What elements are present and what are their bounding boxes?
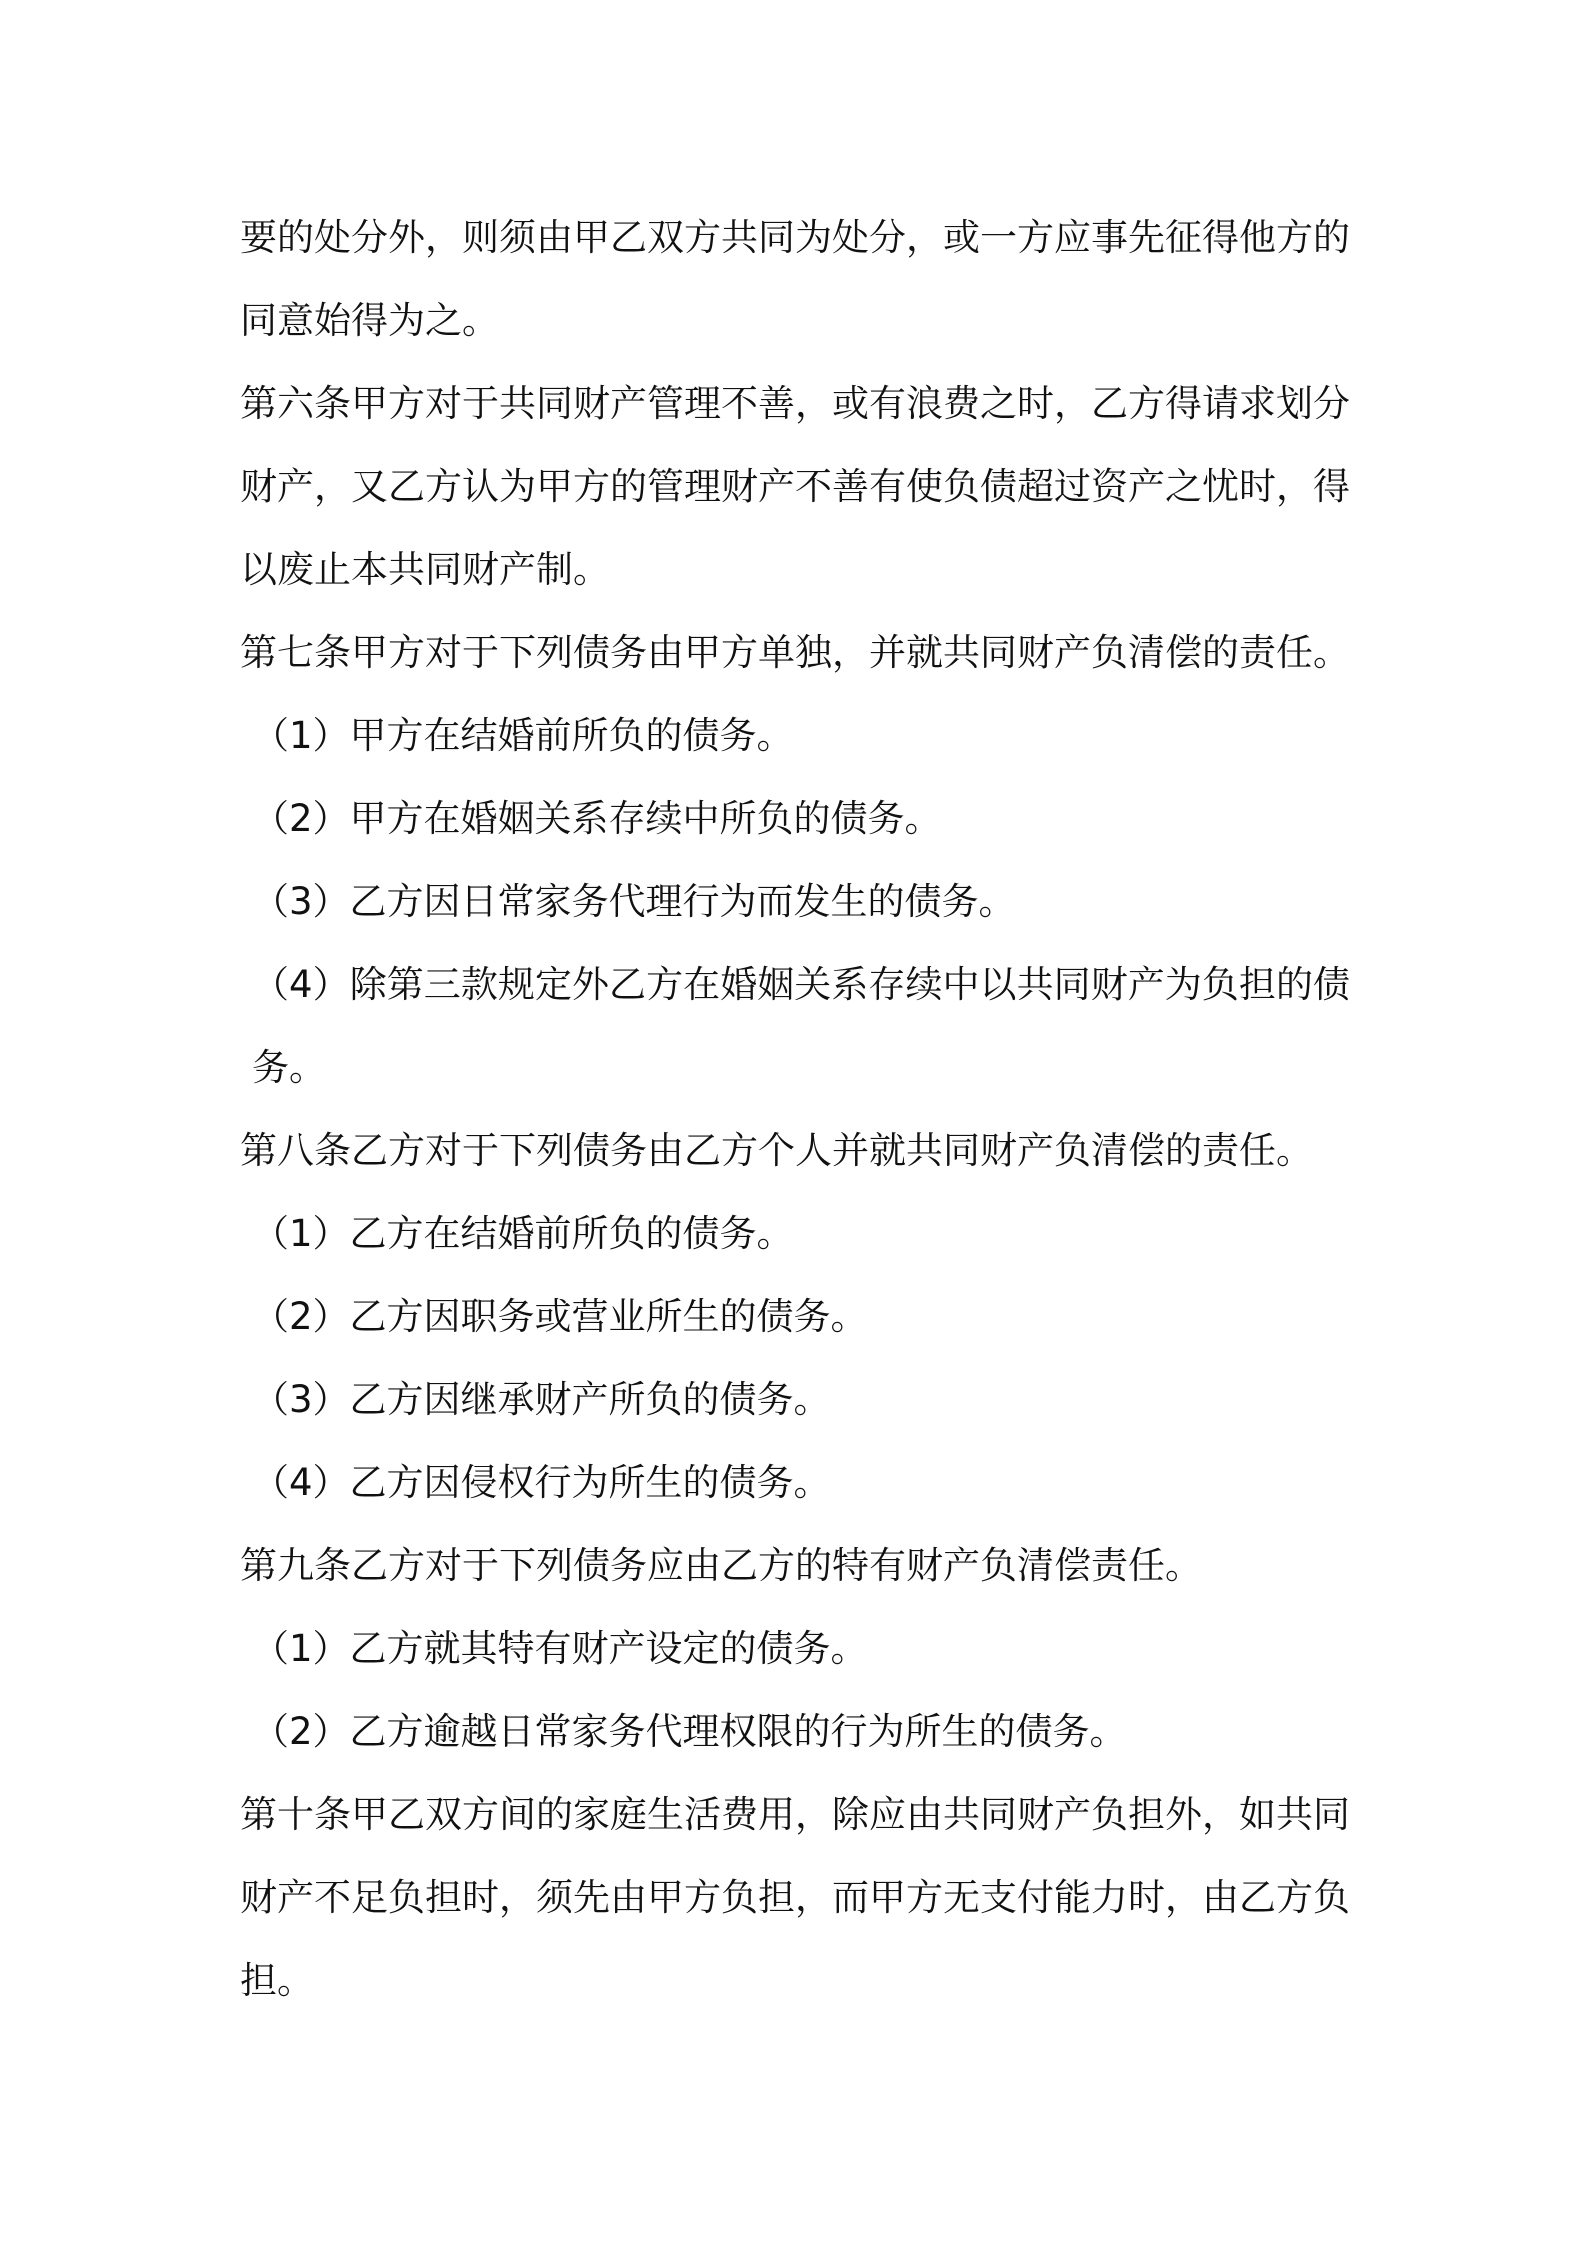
article-9-item-2: （2）乙方逾越日常家务代理权限的行为所生的债务。 (252, 1710, 1127, 1753)
article-8-item-4: （4）乙方因侵权行为所生的债务。 (252, 1461, 831, 1504)
article-7-item-4: （4）除第三款规定外乙方在婚姻关系存续中以共同财产为负担的债务。 (252, 963, 1350, 1089)
article-7-item-2: （2）甲方在婚姻关系存续中所负的债务。 (252, 797, 942, 840)
article-7-item-1: （1）甲方在结婚前所负的债务。 (252, 714, 794, 757)
article-8-item-1: （1）乙方在结婚前所负的债务。 (252, 1212, 794, 1255)
article-10: 第十条甲乙双方间的家庭生活费用，除应由共同财产负担外，如共同财产不足负担时，须先由甲方负担，而甲方无支付能力时，由乙方负担。 (240, 1793, 1350, 2002)
article-7: 第七条甲方对于下列债务由甲方单独，并就共同财产负清偿的责任。 (240, 631, 1350, 674)
paragraph-continuation: 要的处分外，则须由甲乙双方共同为处分，或一方应事先征得他方的同意始得为之。 (240, 216, 1350, 342)
article-7-item-3: （3）乙方因日常家务代理行为而发生的债务。 (252, 880, 1016, 923)
article-9: 第九条乙方对于下列债务应由乙方的特有财产负清偿责任。 (240, 1544, 1202, 1587)
article-8-item-2: （2）乙方因职务或营业所生的债务。 (252, 1295, 868, 1338)
article-8-item-3: （3）乙方因继承财产所负的债务。 (252, 1378, 831, 1421)
article-8: 第八条乙方对于下列债务由乙方个人并就共同财产负清偿的责任。 (240, 1129, 1313, 1172)
article-6: 第六条甲方对于共同财产管理不善，或有浪费之时，乙方得请求划分财产，又乙方认为甲方的管理财产不善有使负债超过资产之忧时，得以废止本共同财产制。 (240, 382, 1350, 591)
document-body (240, 196, 1350, 2022)
article-9-item-1: （1）乙方就其特有财产设定的债务。 (252, 1627, 868, 1670)
